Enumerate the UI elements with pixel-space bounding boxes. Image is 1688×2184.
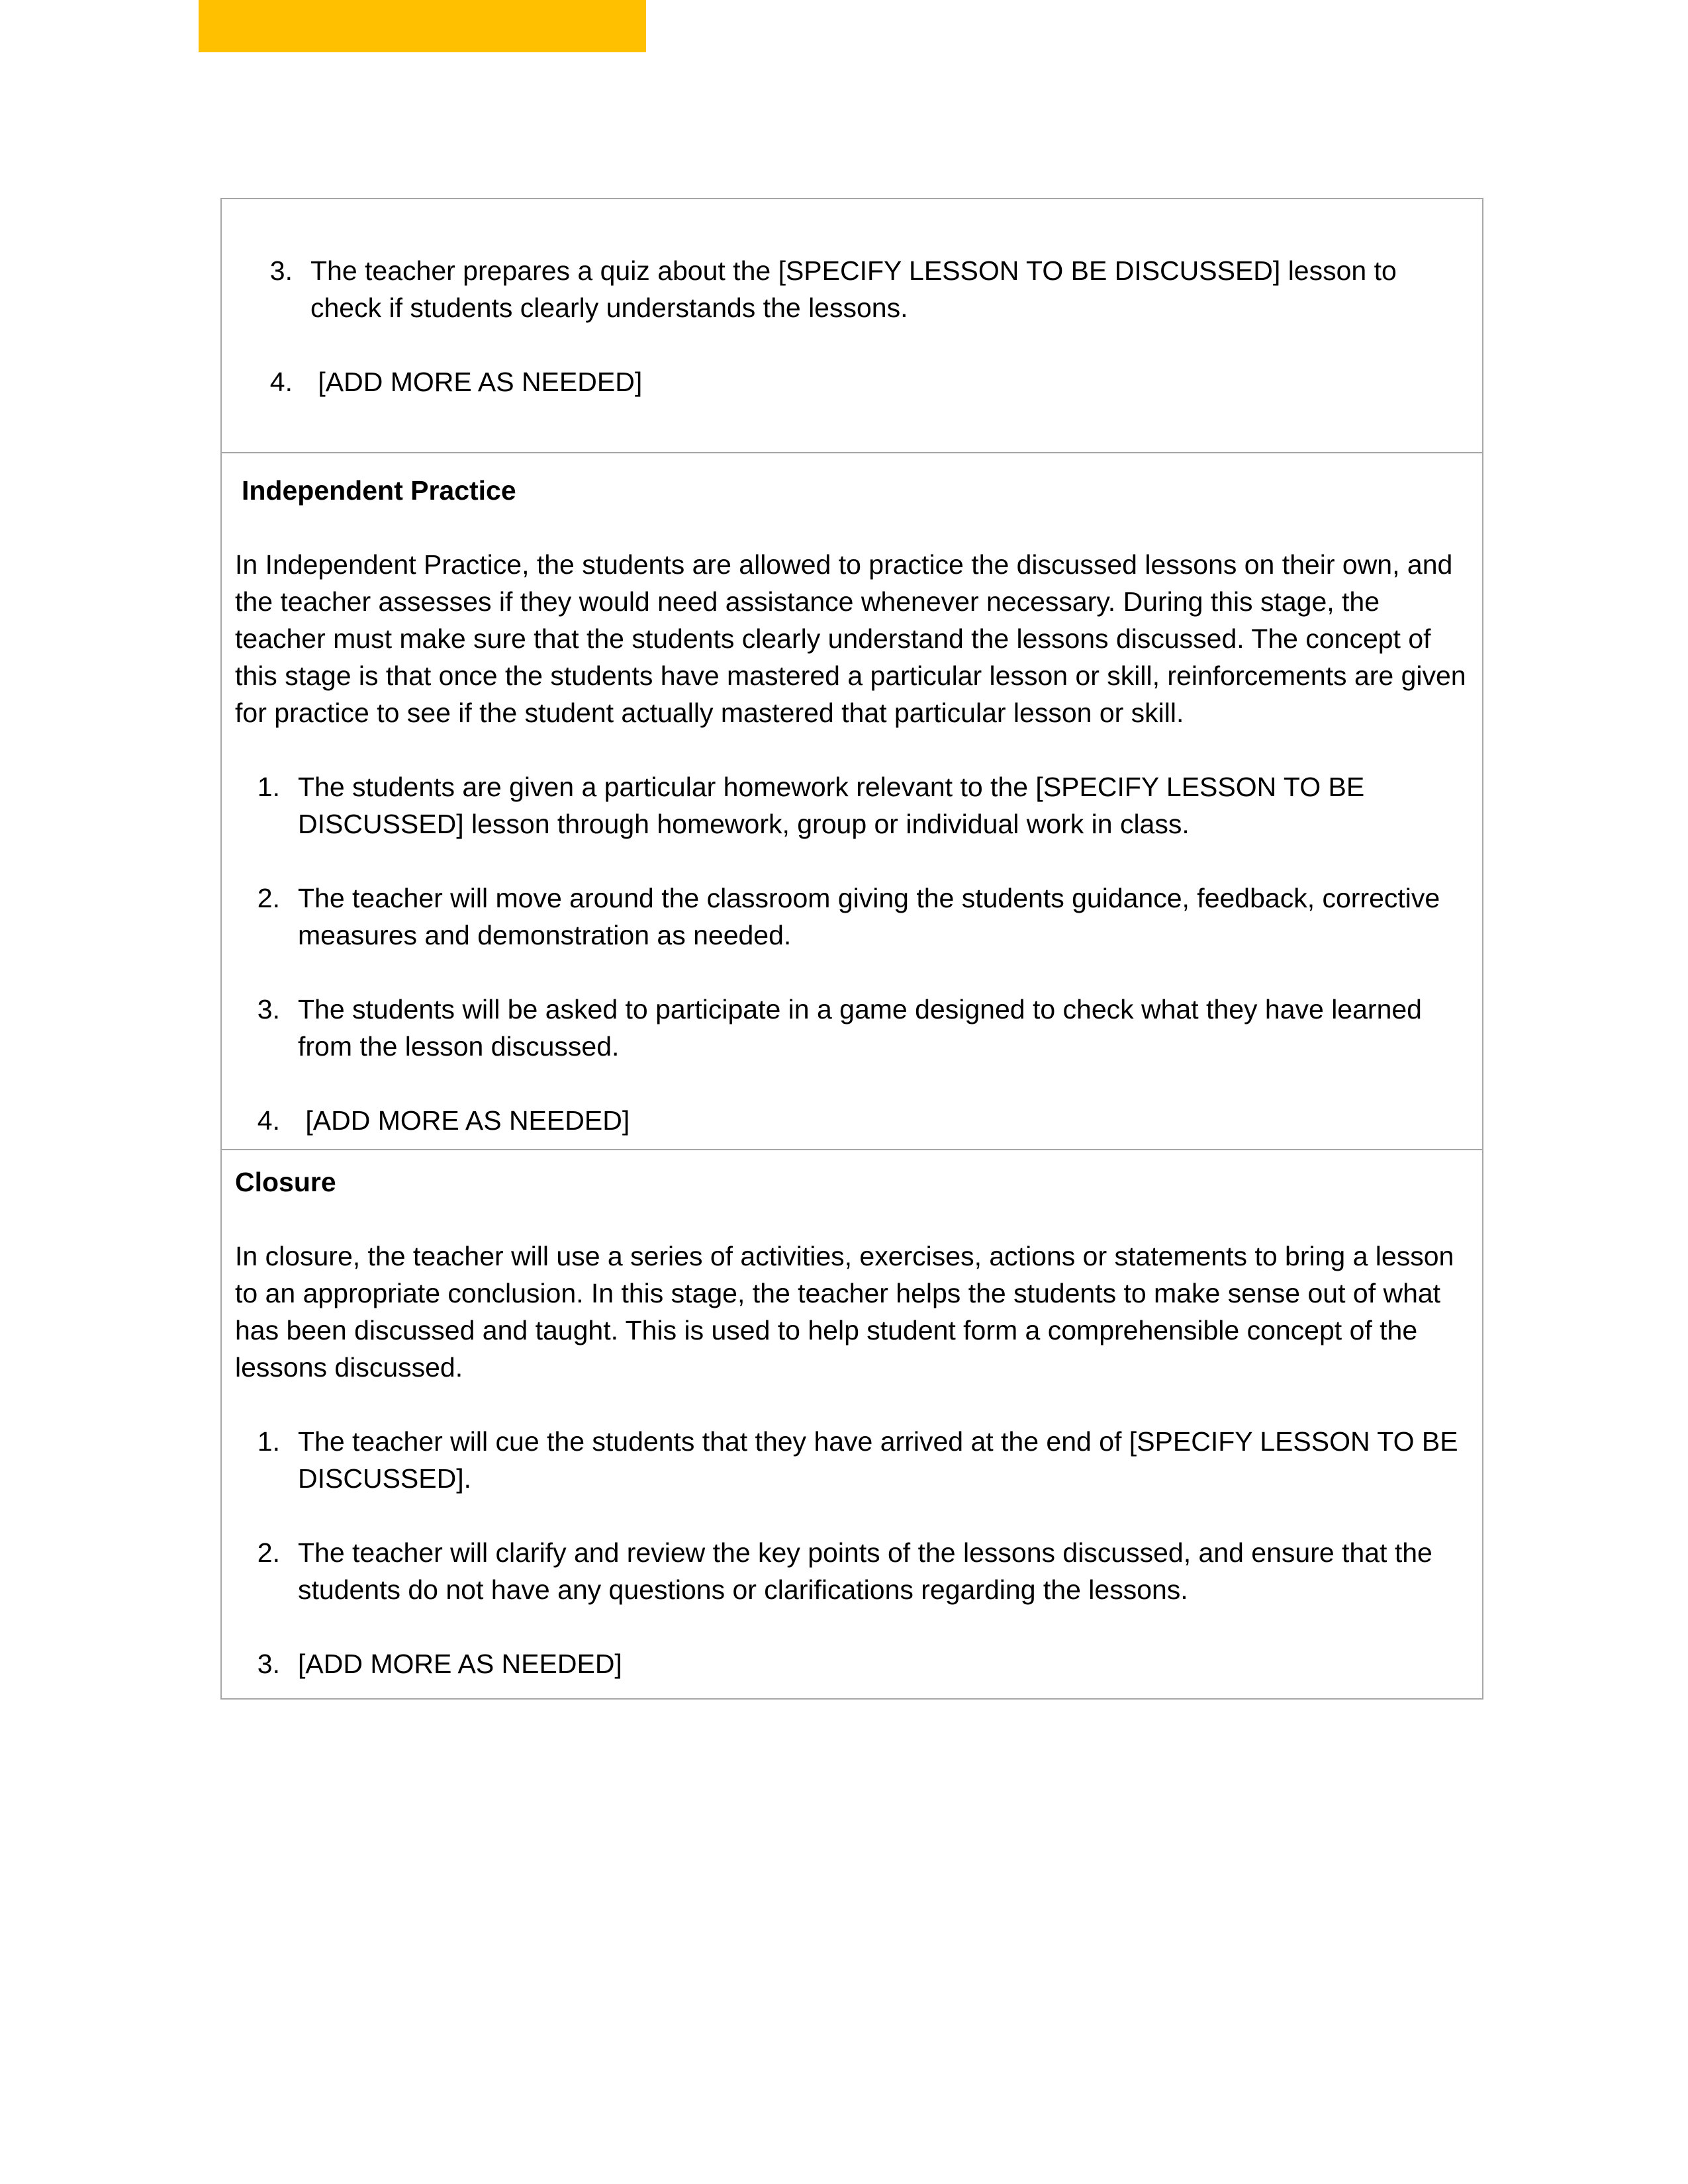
list-item-text: [ADD MORE AS NEEDED] xyxy=(310,367,643,397)
list-item-text: The students are given a particular homework relevant to the [SPECIFY LESSON TO BE DISCUSSED] lesson through homework, group or individual work in class. xyxy=(298,772,1365,839)
closure-cell xyxy=(222,1149,1482,1698)
list-item-text: The teacher will cue the students that they have arrived at the end of [SPECIFY LESSON TO BE DISCUSSED]. xyxy=(298,1426,1458,1494)
list-item xyxy=(259,252,1464,326)
header-accent-bar xyxy=(199,0,646,52)
guided-practice-continued-cell xyxy=(222,199,1482,452)
list-item xyxy=(247,1534,1472,1608)
list-item-number: 2. xyxy=(257,883,280,913)
list-item-number: 2. xyxy=(257,1537,280,1568)
list-item xyxy=(247,1102,1472,1139)
section-paragraph: In closure, the teacher will use a series of activities, exercises, actions or statements to bring a lesson to an appropriate conclusion. In this stage, the teacher helps the students to make sense out of what has been discussed and taught. This is used to help student form a comprehensible concept of the lessons discussed. xyxy=(235,1241,1454,1383)
list-item xyxy=(247,1423,1472,1497)
list-item xyxy=(259,363,1464,400)
lesson-plan-table xyxy=(220,198,1483,1700)
list-item-number: 1. xyxy=(257,772,280,802)
list-item-number: 3. xyxy=(269,255,293,286)
list-item-text: The teacher will move around the classroom giving the students guidance, feedback, corrective measures and demonstration as needed. xyxy=(298,883,1440,950)
list-item-text: [ADD MORE AS NEEDED] xyxy=(298,1105,630,1136)
list-item-text: [ADD MORE AS NEEDED] xyxy=(298,1649,622,1679)
independent-practice-list xyxy=(247,768,1472,1139)
list-item-number: 4. xyxy=(257,1105,280,1136)
list-item xyxy=(247,1645,1472,1682)
list-item-number: 3. xyxy=(257,994,280,1024)
list-item-text: The students will be asked to participate in a game designed to check what they have learned from the lesson discussed. xyxy=(298,994,1422,1062)
section-paragraph: In Independent Practice, the students are allowed to practice the discussed lessons on their own, and the teacher assesses if they would need assistance whenever necessary. During this stage, the teacher must make sure that the students clearly understand the lessons discussed. The concept of this stage is that once the students have mastered a particular lesson or skill, reinforcements are given for practice to see if the student actually mastered that particular lesson or skill. xyxy=(235,549,1466,728)
list-item xyxy=(247,768,1472,842)
closure-list xyxy=(247,1423,1472,1682)
section-heading: Closure xyxy=(235,1167,336,1197)
guided-practice-list xyxy=(259,252,1464,400)
independent-practice-cell xyxy=(222,452,1482,1149)
list-item xyxy=(247,991,1472,1065)
list-item-number: 3. xyxy=(257,1649,280,1679)
list-item-number: 4. xyxy=(269,367,293,397)
section-heading: Independent Practice xyxy=(242,475,516,506)
list-item-text: The teacher prepares a quiz about the [SPECIFY LESSON TO BE DISCUSSED] lesson to check if students clearly understands the lessons. xyxy=(310,255,1397,323)
list-item xyxy=(247,880,1472,954)
list-item-number: 1. xyxy=(257,1426,280,1457)
list-item-text: The teacher will clarify and review the key points of the lessons discussed, and ensure that the students do not have any questions or clarifications regarding the lessons. xyxy=(298,1537,1432,1605)
